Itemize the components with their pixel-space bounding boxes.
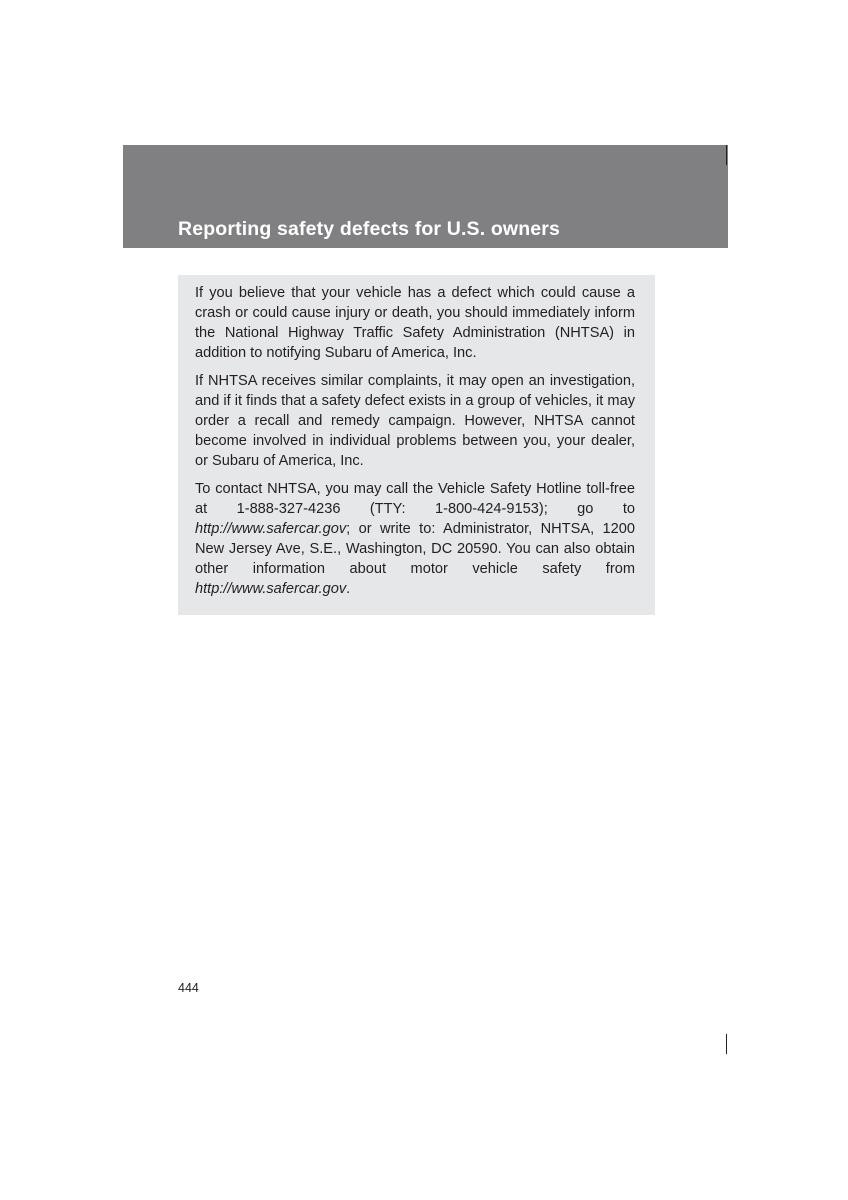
contact-text-3: . (346, 581, 351, 597)
section-header-band (123, 145, 728, 248)
safety-notice-box (178, 275, 655, 615)
contact-text-1: To contact NHTSA, you may call the Vehicle Safety Hotline toll-free at 1-888-327-4236 (TTY: 1-800-424-9153); go to (195, 481, 635, 517)
page-number: 444 (178, 981, 199, 995)
notice-paragraph-2: If NHTSA receives similar complaints, it may open an investigation, and if it finds that a safety defect exists in a group of vehicles, it may order a recall and remedy campaign. However, NHTSA cannot become involved in individual problems between you, your dealer, or Subaru of America, Inc. (195, 373, 635, 469)
safercar-link-1[interactable]: http://www.safercar.gov (195, 521, 347, 537)
page-title: Reporting safety defects for U.S. owners (178, 218, 560, 240)
crop-mark-top (726, 145, 727, 165)
notice-paragraph-1: If you believe that your vehicle has a defect which could cause a crash or could cause injury or death, you should immediately inform the National Highway Traffic Safety Administration (NHTSA) in addition to notifying Subaru of America, Inc. (195, 285, 635, 361)
crop-mark-bottom (726, 1034, 727, 1054)
contact-text-2: ; or write to: Administrator, NHTSA, 1200 New Jersey Ave, S.E., Washington, DC 20590. You can also obtain other information about motor vehicle safety from (195, 521, 635, 577)
notice-paragraph-3 (195, 479, 635, 599)
safercar-link-2[interactable]: http://www.safercar.gov (195, 581, 347, 597)
